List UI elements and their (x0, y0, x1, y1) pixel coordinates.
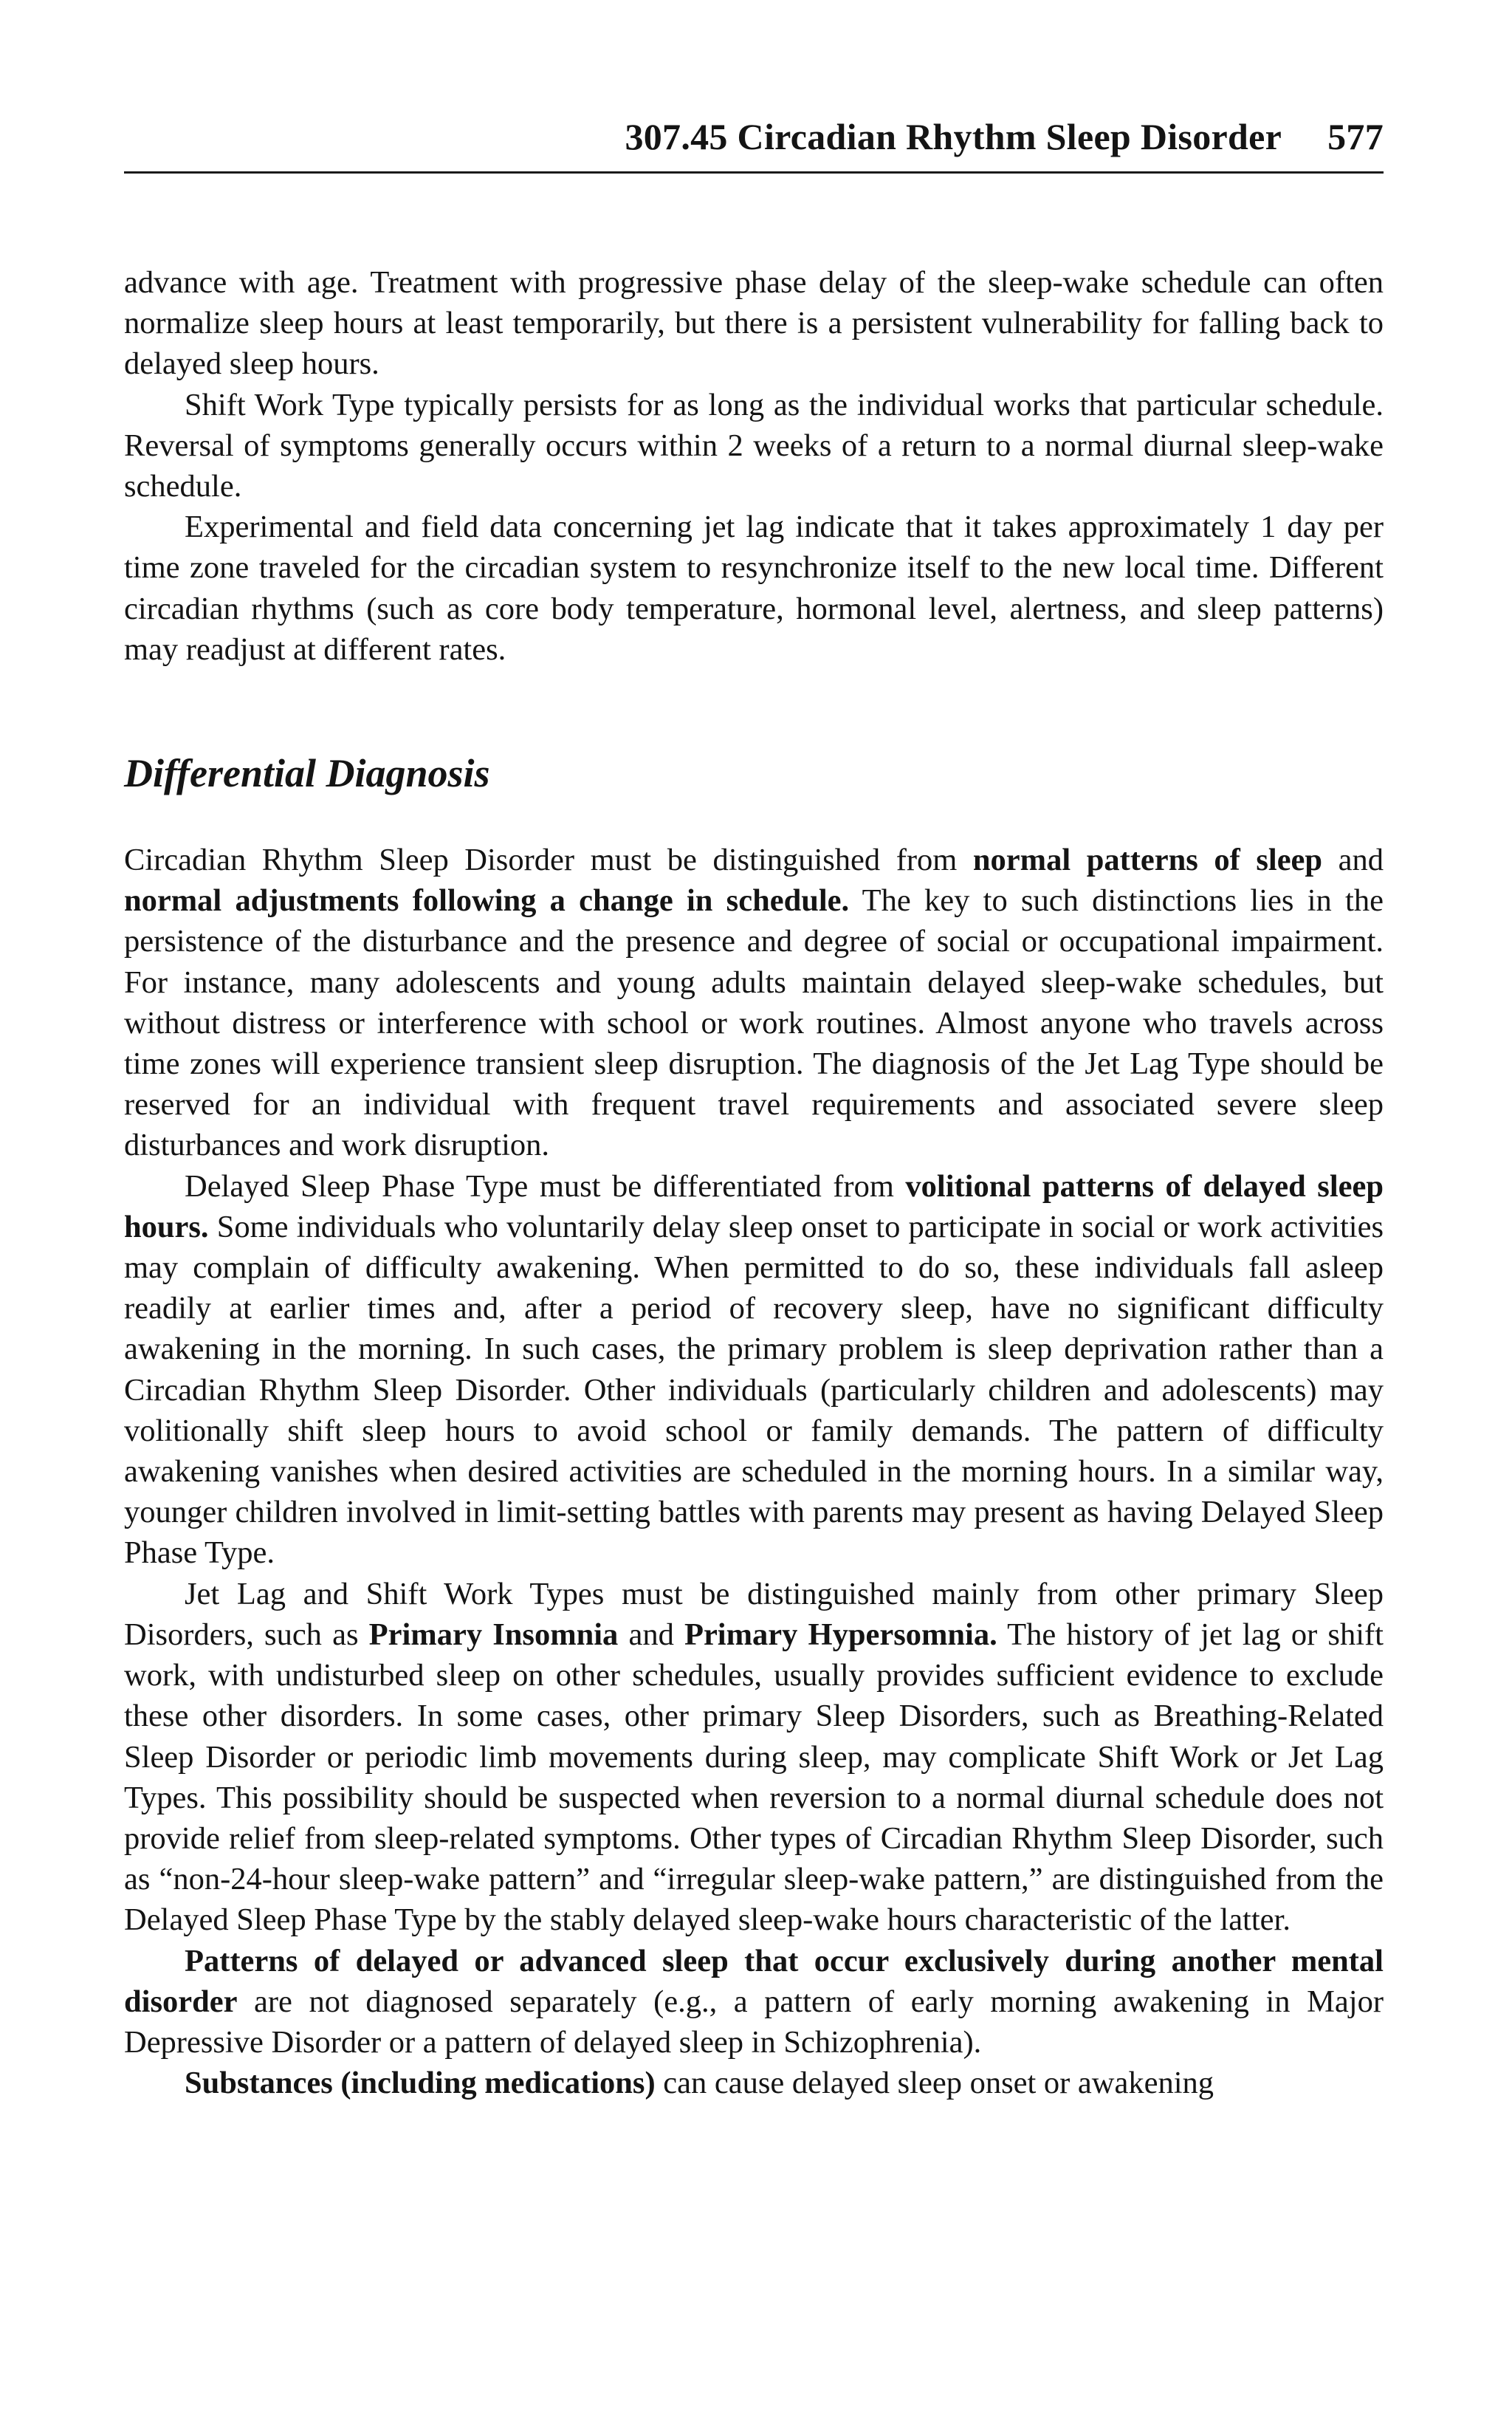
text-run: are not diagnosed separately (e.g., a pattern of early morning awakening in Major Depressive Disorder or a pattern of delayed sleep in Schizophrenia). (124, 1984, 1384, 2060)
running-header-title: 307.45 Circadian Rhythm Sleep Disorder (625, 116, 1282, 157)
bold-term: volitional patterns of delayed sleep hours. (124, 1168, 1384, 1244)
text-run: and (618, 1617, 684, 1652)
body-text (124, 262, 1384, 2103)
text-run: Delayed Sleep Phase Type must be differentiated from (185, 1168, 906, 1204)
differential-paragraph-1 (124, 840, 1384, 1166)
bold-term: Substances (including medications) (185, 2066, 656, 2101)
course-paragraph-1: advance with age. Treatment with progressive phase delay of the sleep-wake schedule can often normalize sleep hours at least temporarily, but there is a persistent vulnerability for falling back to delayed sleep hours. (124, 265, 1384, 382)
text-run: can cause delayed sleep onset or awakening (655, 2066, 1214, 2101)
differential-paragraph-4 (124, 1941, 1384, 2063)
text-run: and (1322, 843, 1384, 878)
running-header (124, 115, 1384, 161)
bold-term: Patterns of delayed or advanced sleep that occur exclusively during another mental disorder (124, 1943, 1384, 2019)
course-paragraph-3: Experimental and field data concerning jet lag indicate that it takes approximately 1 day per time zone traveled for the circadian system to resynchronize itself to the new local time. Different circadian rhythms (such as core body temperature, hormonal level, alertness, and sleep patterns) may readjust at different rates. (124, 510, 1384, 667)
text-run: The history of jet lag or shift work, with undisturbed sleep on other schedules, usually provides sufficient evidence to exclude these other disorders. In some cases, other primary Sleep Disorders, such as Breathing-Related Sleep Disorder or periodic limb movements during sleep, may complicate Shift Work or Jet Lag Types. This possibility should be suspected when reversion to a normal diurnal schedule does not provide relief from sleep-related symptoms. Other types of Circadian Rhythm Sleep Disorder, such as “non-24-hour sleep-wake pattern” and “irregular sleep-wake pattern,” are distinguished from the Delayed Sleep Phase Type by the stably delayed sleep-wake hours characteristic of the latter. (124, 1617, 1384, 1938)
differential-paragraph-3 (124, 1574, 1384, 1941)
bold-term: normal patterns of sleep (972, 843, 1323, 878)
header-rule (124, 171, 1384, 174)
differential-paragraph-5 (124, 2063, 1384, 2103)
text-run: Jet Lag and Shift Work Types must be distinguished mainly from other primary Sleep Disorders, such as (124, 1576, 1384, 1652)
differential-paragraph-2 (124, 1166, 1384, 1574)
text-run: Some individuals who voluntarily delay sleep onset to participate in social or work activities may complain of difficulty awakening. When permitted to do so, these individuals fall asleep readily at earlier times and, after a period of recovery sleep, have no significant difficulty awakening in the morning. In such cases, the primary problem is sleep deprivation rather than a Circadian Rhythm Sleep Disorder. Other individuals (particularly children and adolescents) may volitionally shift sleep hours to avoid school or family demands. The pattern of difficulty awakening vanishes when desired activities are scheduled in the morning hours. In a similar way, younger children involved in limit-setting battles with parents may present as having Delayed Sleep Phase Type. (124, 1209, 1384, 1571)
text-run: The key to such distinctions lies in the persistence of the disturbance and the presence and degree of social or occupational impairment. For instance, many adolescents and young adults maintain delayed sleep-wake schedules, but without distress or interference with school or work routines. Almost anyone who travels across time zones will experience transient sleep disruption. The diagnosis of the Jet Lag Type should be reserved for an individual with frequent travel requirements and associated severe sleep disturbances and work disruption. (124, 883, 1384, 1163)
section-heading: Differential Diagnosis (124, 751, 490, 796)
bold-term: Primary Insomnia (368, 1617, 619, 1652)
bold-term: normal adjustments following a change in schedule. (124, 883, 850, 919)
page-number: 577 (1327, 116, 1384, 157)
text-run: Circadian Rhythm Sleep Disorder must be distinguished from (124, 843, 973, 878)
bold-term: Primary Hypersomnia. (684, 1617, 997, 1652)
course-paragraph-2: Shift Work Type typically persists for as long as the individual works that particular schedule. Reversal of symptoms generally occurs within 2 weeks of a return to a normal diurnal sleep-wake schedule. (124, 387, 1384, 504)
